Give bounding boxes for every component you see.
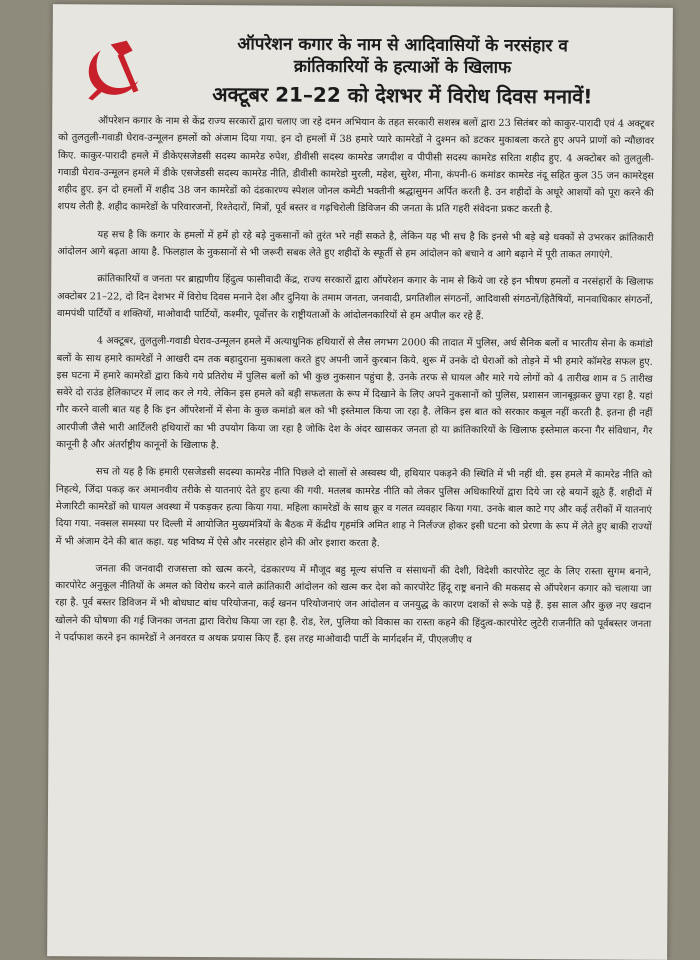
- headline-line-1: ऑपरेशन कगार के नाम से आदिवासियों के नरसंहार व: [237, 34, 568, 57]
- protest-dates-subtitle: अक्टूबर 21–22 को देशभर में विरोध दिवस मनावें!: [212, 82, 593, 109]
- paragraph: 4 अक्टूबर, तुलतुली-गवाडी घेराव-उन्मूलन हमले में अत्याधुनिक हथियारों से लैस लगभग 2000 की तादात में पुलिस, अर्ध सैनिक बलों व भारतीय सेना के कमांडो बलों के साथ हमारे कामरेडों ने आखरी दम तक बहादुराना मुकाबला करते हुए अपनी जानें कुरबान किये. शुरू में उनके दो घेराओं को तोड़ने में भी हमारे कॉमरेड सफल हुए. इस घटना में हमारे कामरेडों द्वारा किये गये प्रतिरोध में पुलिस बलों को भी कुछ नुकसान पहुंचा है. उनके तरफ से घायल और मारे गये लोगों को 4 तारीख शाम व 5 तारीख सवेरे दो राउंड हेलिकाप्टर में लाद कर ले गये. लेकिन इस हमले को बड़ी सफलता के रूप में दिखाने के लिए अपने नुकसानों को पुलिस, प्रशासन जानबूझकर छुपा रहा है. यहां गौर करने वाली बात यह है कि इन ऑपरेशनों में सेना के कुछ कमांडो बल को भी इस्तेमाल किया जा रहा है. लेकिन इस बात को सरकार कबूल नहीं करती है. इतना ही नहीं आरपीजी जैसे भारी आर्टिलरी हथियारों का भी उपयोग किया जा रहा है जोकि देश के अंदर खासकर जनता हो या क्रांतिकारियों के खिलाफ इस्तेमाल करना गैर संविधान, गैर कानूनी है और अंतर्राष्ट्रीय कानूनों के खिलाफ है.: [56, 335, 653, 452]
- leaflet-body: [55, 112, 654, 660]
- hammer-sickle-icon: [80, 36, 146, 102]
- leaflet-page: [47, 4, 673, 960]
- paragraph: जनता की जनवादी राजसत्ता को खत्म करने, दंडकारण्य में मौजूद बहु मूल्य संपत्ति व संसाधनों की देशी, विदेशी कारपोरेट लूट के लिए रास्ता सुगम बनाने, कारपोरेट अनुकूल नीतियों के अमल को विरोध करने वाले क्रांतिकारी आंदोलन को खत्म कर देश को कारपोरेट हिंदू राष्ट्र बनाने की मकसद से ऑपरेशन कगार को चलाया जा रहा है. पूर्व बस्तर डिविजन में भी बोधघाट बांध परियोजना, कई खनन परियोजनाएं जन आंदोलन व जनयुद्ध के कारण दशकों से रूके पड़े हैं. इस साल और कुछ नए खदान खोलने की घोषणा की गई जिनका जनता द्वारा विरोध किया जा रहा है. रोड, रेल, पुलिया को विकास का रास्ता कहने की हिंदुत्व-कारपोरेट लुटेरी राजनीति को पूर्वबस्तर जनता ने पर्दाफाश करने इन कामरेडों ने अनवरत व अथक प्रयास किए हैं. इस तरह माओवादी पार्टी के मार्गदर्शन में, पीएलजीए व: [55, 563, 652, 646]
- paragraph: सच तो यह है कि हमारी एसजेडसी सदस्या कामरेड नीति पिछले दो सालों से अस्वस्थ थी, हथियार पकड़ने की स्थिति में भी नहीं थी. इस हमले में कामरेड नीति को निहत्थे, जिंदा पकड़ कर अमानवीय तरीके से यातनाएं देते हुए हत्या की गयी. मतलब कामरेड नीति को लेकर पुलिस अधिकारियों द्वारा दिये जा रहे बयानें झूठे हैं. शहीदों में मेजारिटी कामरेडों को घायल अवस्था में पकड़कर हत्या किया गया. महिला कामरेडों के साथ क्रूर व गलत व्यवहार किया गया. उनके बाल काटे गए और कई तरीकों में यातनाएं दिया गया. नक्सल समस्या पर दिल्ली में आयोजित मुख्यमंत्रियों के बैठक में केंद्रीय गृहमंत्रि अमित शाह ने निर्लज्ज होकर इसी घटना को प्रेरणा के रूप में लेते हुए बाकी राज्यों में भी अंजाम देने की बात कहा. यह भविष्य में ऐसे और नरसंहार होने की ओर इशारा करता है.: [55, 466, 653, 549]
- paragraph: यह सच है कि कगार के हमलों में हमें हो रहे बड़े नुकसानों को तुरंत भरे नहीं सकते है, लेकिन यह भी सच है कि इनसे भी बड़े बड़े धक्कों से उभरकर क्रांतिकारी आंदोलन आगे बढ़ता आया है. फिलहाल के नुकसानों से भी जरूरी सबक लेते हुए शहीदों के स्फूर्ती से हम आंदोलन को बचाने व आगे बढ़ाने में पूरी ताकत लगाएंगे.: [57, 229, 654, 261]
- paragraph: क्रांतिकारियों व जनता पर ब्राह्मणीय हिंदुत्व फासीवादी केंद्र, राज्य सरकारों द्वारा ऑपरेशन कगार के नाम से किये जा रहे इन भीषण हमलों व नरसंहारों के खिलाफ अक्टोबर 21–22, दो दिन देशभर में विरोध दिवस मनाने देश और दुनिया के तमाम जनता, जनवादी, प्रगतिशील संगठनों, आदिवासी संगठनों/हितैषियों, मानवाधिकार संगठनों, वामपंथी पार्टियों व शक्तियों, माओवादी पार्टियों, कश्मीर, पूर्वोत्तर के राष्ट्रीयताओं के आंदोलनकारियों से हम अपील कर रहे हैं.: [56, 273, 654, 322]
- headline-line-2: क्रांतिकारियों के हत्याओं के खिलाफ: [293, 56, 512, 78]
- paragraph: ऑपरेशन कगार के नाम से केंद्र राज्य सरकारों द्वारा चलाए जा रहे दमन अभियान के तहत सरकारी सशस्त्र बलों द्वारा 23 सितंबर को काकुर-पारादी एवं 4 अक्टूबर को तुलतुली-गवाडी घेराव-उन्मूलन हमलों को अंजाम दिया गया. इन दो हमलों में 38 हमारे प्यारे कामरेडों ने दुश्मन को डटकर मुकाबला करते हुए अपने प्राणों को न्यौछावर किए. काकुर-पारादी हमले में डीकेएसजेडसी सदस्य कामरेड रुपेश, डीवीसी सदस्य कामरेड जगदीश व पीपीसी सदस्य कामरेड सरिता शहीद हुए. 4 अक्टोबर को तुलतुली-गवाडी घेराव-उन्मूलन हमले में डीके एसजेडसी सदस्य कामरेड नीति, डीवीसी कामरेडो मुरली, महेश, सुरेश, मीना, कंपनी-6 कमांडर कामरेड नंदू सहित कुल 35 जन कामरेड्स शहीद हुए. इन दो हमलों में शहीद 38 जन कामरेडों को दंडकारण्य स्पेशल जोनल कमेटी भक्तीनी श्रद्धासुमन अर्पित करती है. उन शहीदों के अधूरे आशयों को पूरा करने की शपथ लेती है. शहीद कामरेडों के परिवारजनों, रिश्तेदारों, मित्रों, पूर्व बस्तर व गढ़चिरोली डिविजन की जनता के प्रति गहरी संवेदना प्रकट करती है.: [57, 115, 655, 216]
